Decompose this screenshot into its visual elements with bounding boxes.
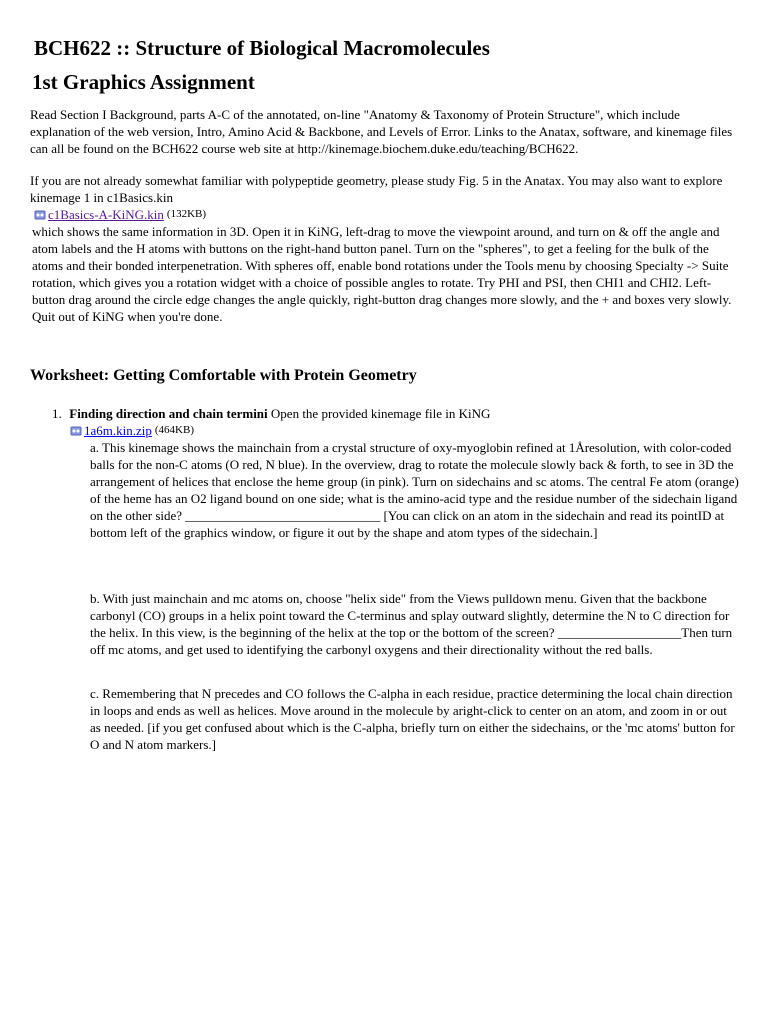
item-1b-paragraph: b. With just mainchain and mc atoms on, choose "helix side" from the Views pulldown menu. Given that the backbone carbonyl (CO) groups in a helix point toward the C-terminus and splay outward slightly, determine the N to C direction for the helix. In this view, is the beginning of the helix at the top or the bottom of the screen? ___________________Then turn off mc atoms, and get used to identifying the carbonyl oxygens and their directionality without the red balls.	[90, 591, 733, 657]
kinemage-file-icon	[70, 425, 82, 437]
worksheet-heading: Worksheet: Getting Comfortable with Protein Geometry	[30, 367, 417, 384]
item-number: 1.	[52, 406, 62, 421]
geometry-paragraph: If you are not already somewhat familiar with polypeptide geometry, please study Fig. 5 in the Anatax. You may also want to explore kinemage 1 in c1Basics.kin	[30, 173, 723, 205]
item-1c-paragraph: c. Remembering that N precedes and CO follows the C-alpha in each residue, practice determining the local chain direction in loops and ends as well as helices. Move around in the molecule by aright-click to center on an atom, and zoom in or out as needed. [if you get confused about which is the C-alpha, briefly turn on either the sidechains, or the 'mc atoms' button for O and N atom markers.]	[90, 686, 735, 752]
intro-paragraph: Read Section I Background, parts A-C of the annotated, on-line "Anatomy & Taxonomy of Protein Structure", which include explanation of the web version, Intro, Amino Acid & Backbone, and Levels of Error. Links to the Anatax, software, and kinemage files can all be found on the BCH622 course web site at http://kinemage.biochem.duke.edu/teaching/BCH622.	[30, 107, 733, 156]
page-subtitle: 1st Graphics Assignment	[32, 70, 255, 94]
1a6m-file-size: (464KB)	[154, 424, 194, 436]
page-title: BCH622 :: Structure of Biological Macromolecules	[34, 36, 490, 60]
item-1a-paragraph: a. This kinemage shows the mainchain from a crystal structure of oxy-myoglobin refined at 1Åresolution, with color-coded balls for the non-C atoms (O red, N blue). In the overview, drag to rotate the molecule slowly back & forth, to see in 3D the arrangement of helices that enclose the heme group (in pink). Turn on sidechains and sc atoms. The central Fe atom (orange) of the heme has an O2 ligand bound on one side; what is the amino-acid type and the residue number of the sidechain ligand on the other side? ______________________________ [You can click on an atom in the sidechain and read its pointID at bottom left of the graphics window, or figure it out by the shape and atom types of the sidechain.]	[90, 440, 739, 540]
file-link-1a6m	[70, 422, 740, 439]
worksheet-item-1	[52, 405, 740, 422]
kinemage-file-icon	[34, 209, 46, 221]
item-title: Finding direction and chain termini	[69, 406, 268, 421]
file-link-c1basics	[34, 206, 740, 223]
c1basics-kin-link[interactable]: c1Basics-A-KiNG.kin	[48, 207, 164, 222]
item-intro: Open the provided kinemage file in KiNG	[267, 406, 491, 421]
king-instructions-paragraph: which shows the same information in 3D. Open it in KiNG, left-drag to move the viewpoint around, and turn on & off the angle and atom labels and the H atoms with buttons on the right-hand button panel. Turn on the "spheres", to get a feeling for the bulk of the atoms and their bonded interpenetration. With spheres off, enable bond rotations under the Tools menu by choosing Specialty -> Suite rotation, which gives you a rotation widget with a choice of possible angles to rotate. Try PHI and PSI, then CHI1 and CHI2. Left-button drag around the circle edge changes the angle quickly, right-button drag changes more slowly, and the + and boxes very slowly. Quit out of KiNG when you're done.	[32, 224, 732, 324]
document-page	[30, 34, 740, 753]
1a6m-zip-link[interactable]: 1a6m.kin.zip	[84, 423, 152, 438]
c1basics-file-size: (132KB)	[166, 208, 207, 220]
